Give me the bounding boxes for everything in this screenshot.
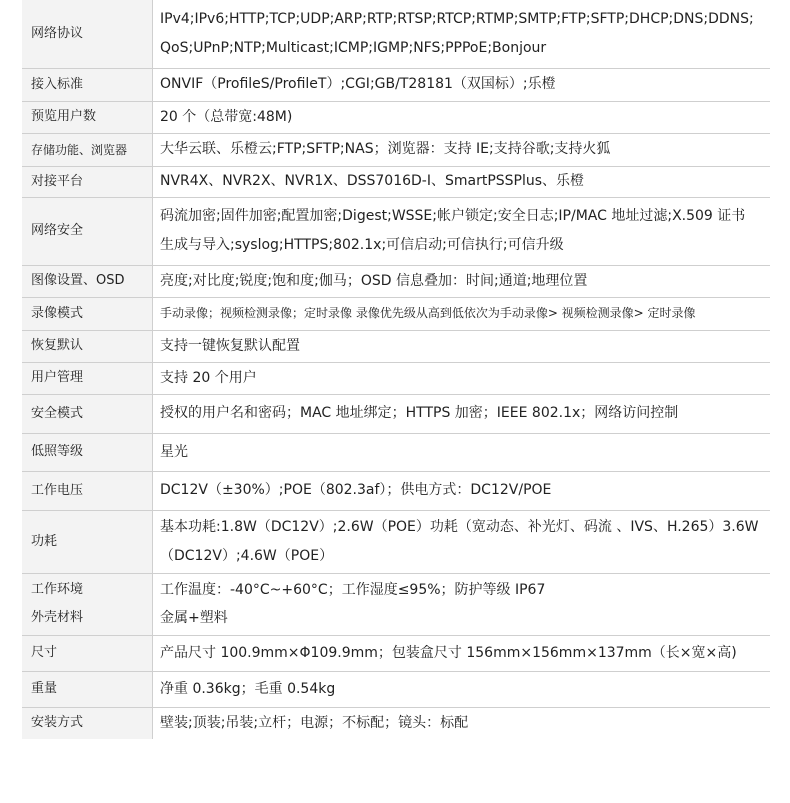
spec-row-power-consumption xyxy=(22,510,770,573)
spec-value: 支持一键恢复默认配置 xyxy=(153,330,771,362)
spec-row-working-voltage xyxy=(22,471,770,510)
spec-value-line: （DC12V）;4.6W（POE） xyxy=(160,547,334,564)
spec-label-line: 外壳材料 xyxy=(31,610,84,625)
spec-label: 存储功能、浏览器 xyxy=(22,133,153,166)
spec-row-image-osd xyxy=(22,265,770,297)
spec-label: 尺寸 xyxy=(22,635,153,671)
spec-label: 图像设置、OSD xyxy=(22,265,153,297)
spec-value: 亮度;对比度;锐度;饱和度;伽马；OSD 信息叠加：时间;通道;地理位置 xyxy=(153,265,771,297)
spec-label: 对接平台 xyxy=(22,166,153,197)
spec-value-line: 码流加密;固件加密;配置加密;Digest;WSSE;帐户锁定;安全日志;IP/MAC 地址过滤;X.509 证书 xyxy=(160,208,746,224)
spec-value: ONVIF（ProfileS/ProfileT）;CGI;GB/T28181（双国标）;乐橙 xyxy=(153,68,771,101)
spec-value: 产品尺寸 100.9mm×Φ109.9mm；包装盒尺寸 156mm×156mm×137mm（长×宽×高) xyxy=(153,635,771,671)
spec-value xyxy=(153,573,771,635)
spec-value: 净重 0.36kg；毛重 0.54kg xyxy=(153,671,771,707)
spec-value-line: 工作温度：-40°C~+60°C；工作湿度≤95%；防护等级 IP67 xyxy=(160,582,546,598)
spec-label: 接入标准 xyxy=(22,68,153,101)
spec-value-line: 金属+塑料 xyxy=(160,610,228,626)
spec-value: 壁装;顶装;吊装;立杆；电源；不标配；镜头：标配 xyxy=(160,714,469,731)
spec-row-storage-browser xyxy=(22,133,770,166)
spec-row-platforms xyxy=(22,166,770,197)
spec-row-preview-users xyxy=(22,101,770,133)
spec-row-dimensions xyxy=(22,635,770,671)
spec-row-restore-default xyxy=(22,330,770,362)
spec-label: 录像模式 xyxy=(22,297,153,330)
spec-label: 功耗 xyxy=(22,510,153,573)
spec-row-security-mode xyxy=(22,394,770,433)
spec-value: 星光 xyxy=(153,433,771,471)
spec-value xyxy=(153,0,771,68)
spec-value-line: 基本功耗:1.8W（DC12V）;2.6W（POE）功耗（宽动态、补光灯、码流 、IVS、H.265）3.6W xyxy=(160,518,759,535)
spec-value: 授权的用户名和密码；MAC 地址绑定；HTTPS 加密；IEEE 802.1x；网络访问控制 xyxy=(153,394,771,433)
spec-label: 恢复默认 xyxy=(22,330,153,362)
spec-row-access-standard xyxy=(22,68,770,101)
spec-value: 20 个（总带宽:48M) xyxy=(153,101,771,133)
spec-value: DC12V（±30%）;POE（802.3af）；供电方式：DC12V/POE xyxy=(153,471,771,510)
spec-value xyxy=(153,510,771,573)
spec-label: 网络协议 xyxy=(22,0,153,68)
spec-row-environment-housing xyxy=(22,573,770,635)
spec-row-installation xyxy=(22,707,770,739)
spec-table xyxy=(22,0,770,739)
spec-label: 预览用户数 xyxy=(22,101,153,133)
spec-label: 用户管理 xyxy=(22,362,153,394)
spec-row-network-security xyxy=(22,197,770,265)
spec-value-line: IPv4;IPv6;HTTP;TCP;UDP;ARP;RTP;RTSP;RTCP;RTMP;SMTP;FTP;SFTP;DHCP;DNS;DDNS; xyxy=(160,10,754,27)
spec-row-low-light xyxy=(22,433,770,471)
spec-label: 低照等级 xyxy=(22,433,153,471)
spec-label-line: 工作环境 xyxy=(31,582,84,597)
spec-value: NVR4X、NVR2X、NVR1X、DSS7016D-I、SmartPSSPlus、乐橙 xyxy=(153,166,771,197)
spec-value xyxy=(153,197,771,265)
spec-value: 大华云联、乐橙云;FTP;SFTP;NAS；浏览器：支持 IE;支持谷歌;支持火狐 xyxy=(153,133,771,166)
spec-row-weight xyxy=(22,671,770,707)
spec-value: 手动录像；视频检测录像；定时录像 录像优先级从高到低依次为手动录像> 视频检测录像> 定时录像 xyxy=(153,297,771,330)
spec-label: 重量 xyxy=(22,671,153,707)
spec-row-record-mode xyxy=(22,297,770,330)
spec-value: 支持 20 个用户 xyxy=(153,362,771,394)
spec-label: 安全模式 xyxy=(22,394,153,433)
spec-label: 网络安全 xyxy=(22,197,153,265)
spec-row-user-management xyxy=(22,362,770,394)
spec-value-line: 生成与导入;syslog;HTTPS;802.1x;可信启动;可信执行;可信升级 xyxy=(160,237,564,253)
spec-value-line: QoS;UPnP;NTP;Multicast;ICMP;IGMP;NFS;PPPoE;Bonjour xyxy=(160,39,547,56)
spec-label xyxy=(22,573,153,635)
spec-label: 安装方式 xyxy=(22,707,153,739)
spec-row-network-protocol xyxy=(22,0,770,68)
spec-label: 工作电压 xyxy=(22,471,153,510)
